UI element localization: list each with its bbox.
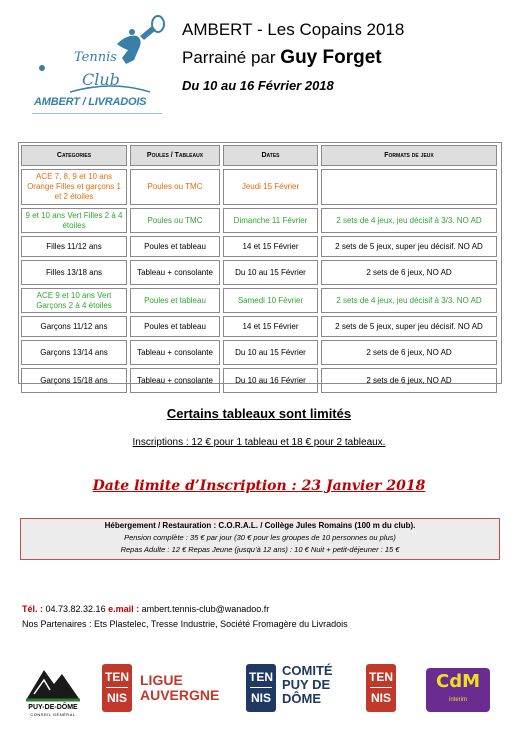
cell-formats [321,169,497,205]
badge-divider [250,687,272,688]
limited-notice: Certains tableaux sont limités [166,406,352,421]
cell-poules: Tableau + consolante [130,368,220,393]
cell-formats: 2 sets de 6 jeux, NO AD [321,340,497,365]
ligue-line-2: AUVERGNE [140,687,220,703]
cell-categorie: ACE 9 et 10 ans Vert Garçons 2 à 4 étoiles [21,288,127,313]
ligue-auvergne-logo [140,673,219,703]
comite-puy-de-dome-logo [282,664,333,706]
cell-categorie: Filles 13/18 ans [21,260,127,285]
ten-text: TEN [249,670,273,684]
cell-categorie: ACE 7, 8, 9 et 10 ans Orange Filles et garçons 1 et 2 étoiles [21,169,127,205]
cell-dates: Du 10 au 15 Février [223,340,318,365]
sponsor-name: Guy Forget [280,47,382,68]
puy-de-dome-mountain-icon [22,660,84,704]
lodging-box [20,518,500,560]
badge-divider [370,687,392,688]
cell-formats: 2 sets de 5 jeux, super jeu décisif. NO AD [321,236,497,257]
pdd-name: PUY-DE-DÔME [28,704,78,711]
event-dates: Du 10 au 16 Février 2018 [182,78,334,93]
table-row [21,316,497,337]
cell-formats: 2 sets de 5 jeux, super jeu décisif. NO AD [321,316,497,337]
lodging-line-1: Hébergement / Restauration : C.O.R.A.L. / Collège Jules Romains (100 m du club). [104,521,416,530]
puy-de-dome-logo [22,660,84,718]
comite-line-1: COMITÉ [282,663,333,678]
comite-line-2: PUY DE [282,677,331,692]
club-logo [22,14,172,119]
cell-dates: 14 et 15 Février [223,236,318,257]
registration-deadline: Date limite d’Inscription : 23 Janvier 2018 [92,478,426,494]
cell-formats: 2 sets de 4 jeux, jeu décisif à 3/3. NO AD [321,208,497,233]
cell-poules: Poules et tableau [130,316,220,337]
ten-text: TEN [369,670,393,684]
cell-categorie: 9 et 10 ans Vert Filles 2 à 4 étoiles [21,208,127,233]
cell-poules: Poules et tableau [130,236,220,257]
page-title: AMBERT - Les Copains 2018 [182,20,405,39]
ten-text: TEN [105,670,129,684]
inscription-fees: Inscriptions : 12 € pour 1 tableau et 18 € pour 2 tableaux. [132,437,386,448]
header-dates: Dates [223,145,318,166]
cell-poules: Tableau + consolante [130,340,220,365]
table-row [21,208,497,233]
lodging-line-2: Pension complète : 35 € par jour (30 € pour les groupes de 10 personnes ou plus) [124,533,396,542]
lodging-line-3: Repas Adulte : 12 € Repas Jeune (jusqu’à 12 ans) : 10 € Nuit + petit-déjeuner : 15 € [120,545,400,554]
cell-dates: Jeudi 15 Février [223,169,318,205]
email-label: e.mail : [108,604,140,614]
cdm-interim-logo [426,668,490,712]
logo-line-1: Tennis [74,50,117,65]
cell-dates: Samedi 10 Février [223,288,318,313]
categories-table [18,142,502,384]
cell-formats: 2 sets de 4 jeux, jeu décisif à 3/3. NO AD [321,288,497,313]
email-link[interactable]: ambert.tennis-club@wanadoo.fr [139,604,270,614]
header-poules: Poules / Tableaux [130,145,220,166]
cell-poules: Poules ou TMC [130,208,220,233]
cell-dates: Du 10 au 15 Février [223,260,318,285]
header-categories: Categories [21,145,127,166]
partners-line: Nos Partenaires : Ets Plastelec, Tresse Industrie, Société Fromagère du Livradois [22,619,348,629]
tennis-ligue-badge [102,664,132,712]
cell-dates: Du 10 au 16 Février [223,368,318,393]
cell-categorie: Filles 11/12 ans [21,236,127,257]
badge-divider [106,687,128,688]
table-row [21,368,497,393]
cell-categorie: Garçons 15/18 ans [21,368,127,393]
header-formats: Formats de jeux [321,145,497,166]
table-row [21,236,497,257]
nis-text: NIS [106,691,127,705]
cell-dates: 14 et 15 Février [223,316,318,337]
cell-poules: Poules ou TMC [130,169,220,205]
logo-line-2: Club [82,70,120,89]
tel-value: 04.73.82.32.16 [43,604,109,614]
cdm-sub: interim [448,697,467,703]
nis-text: NIS [370,691,391,705]
cdm-text: CdM [435,671,480,692]
comite-line-3: DÔME [282,691,321,706]
sponsor-line [182,47,382,69]
table-row [21,169,497,205]
contact-line [22,604,269,614]
sponsor-prefix: Parrainé par [182,48,276,67]
cell-formats: 2 sets de 6 jeux, NO AD [321,368,497,393]
cell-poules: Tableau + consolante [130,260,220,285]
logo-line-3: AMBERT / LIVRADOIS [34,96,147,108]
tel-label: Tél. : [22,604,44,614]
cell-categorie: Garçons 11/12 ans [21,316,127,337]
cell-poules: Poules et tableau [130,288,220,313]
nis-text: NIS [250,691,271,705]
table-row [21,288,497,313]
tennis-comite-badge [246,664,276,712]
pdd-sub: CONSEIL GÉNÉRAL [30,712,76,717]
tennis-federation-badge [366,664,396,712]
cell-dates: Dimanche 11 Février [223,208,318,233]
table-row [21,260,497,285]
table-row [21,340,497,365]
ligue-line-1: LIGUE [140,672,183,688]
cell-categorie: Garçons 13/14 ans [21,340,127,365]
table-header-row [21,145,497,166]
cell-formats: 2 sets de 6 jeux, NO AD [321,260,497,285]
